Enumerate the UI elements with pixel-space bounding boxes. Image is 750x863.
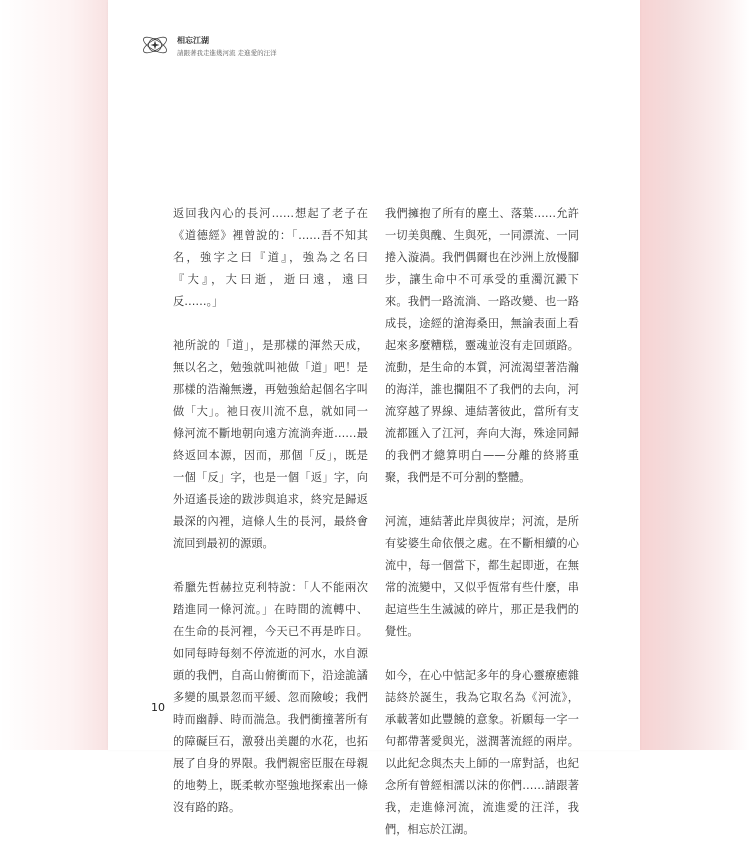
running-header [140, 30, 400, 64]
paragraph: 河流，連結著此岸與彼岸；河流，是所有娑婆生命依偎之處。在不斷相續的心流中，每一個當下，都生起即逝，在無常的流變中，又似乎恆常有些什麼，串起這些生生滅滅的碎片，那正是我們的覺性。 [385, 515, 579, 638]
page-edge-left [0, 0, 108, 750]
page-number: 10 [151, 701, 165, 714]
paragraph: 如今，在心中惦記多年的身心靈療癒雜誌終於誕生，我為它取名為《河流》，承載著如此豐饒的意象。祈願每一字一句都帶著愛與光，滋潤著流經的兩岸。以此紀念與杰夫上師的一席對話，也紀念所有曾經相濡以沫的你們……請跟著我，走進條河流，流進愛的汪洋，我們，相忘於江湖。 [385, 669, 579, 836]
paragraph: 我們擁抱了所有的塵土、落葉……允許一切美與醜、生與死，一同漂流、一同捲入漩渦。我們偶爾也在沙洲上放慢腳步，讓生命中不可承受的重濁沉澱下來。我們一路流淌、一路改變、也一路成長，途經的滄海桑田，無論表面上看起來多麼糟糕，靈魂並沒有走回頭路。流動，是生命的本質，河流渴望著浩瀚的海洋，誰也攔阻不了我們的去向，河流穿越了界線、連結著彼此，當所有支流都匯入了江河，奔向大海，殊途同歸的我們才總算明白——分離的終將重聚，我們是不可分割的整體。 [385, 207, 579, 484]
header-subtitle: 請跟著我走進幾河流 走進愛的汪洋 [177, 49, 277, 57]
paragraph: 祂所說的「道」，是那樣的渾然天成，無以名之，勉強就叫祂做「道」吧！是那樣的浩瀚無邊，再勉強給起個名字叫做「大」。祂日夜川流不息，就如同一條河流不斷地朝向遠方流淌奔逝……最終返回本源，因而，那個「反」，既是一個「反」字，也是一個「返」字，向外迢遙長途的跋涉與追求，終究是歸返最深的內裡，這條人生的長河，最終會流回到最初的源頭。 [173, 339, 368, 550]
paragraph: 返回我內心的長河……想起了老子在《道德經》裡曾說的：「……吾不知其名，強字之曰『道』，強為之名曰『大』，大曰逝，逝曰遠，遠曰反……。」 [173, 207, 368, 308]
left-column [173, 203, 368, 841]
page-edge-right [640, 0, 750, 750]
right-column [385, 203, 579, 863]
header-title: 相忘江湖 [177, 36, 209, 45]
sparkle-circles-icon [140, 30, 170, 60]
paragraph: 希臘先哲赫拉克利特說：「人不能兩次踏進同一條河流。」在時間的流轉中、在生命的長河裡，今天已不再是昨日。如同每時每刻不停流逝的河水，水自源頭的我們，自高山俯衝而下，沿途詭譎多變的風景忽而平緩、忽而險峻；我們時而幽靜、時而湍急。我們衝撞著所有的障礙巨石，激發出美麗的水花，也拓展了自身的界限。我們親密臣服在母親的地勢上，既柔軟亦堅強地探索出一條沒有路的路。 [173, 581, 368, 814]
